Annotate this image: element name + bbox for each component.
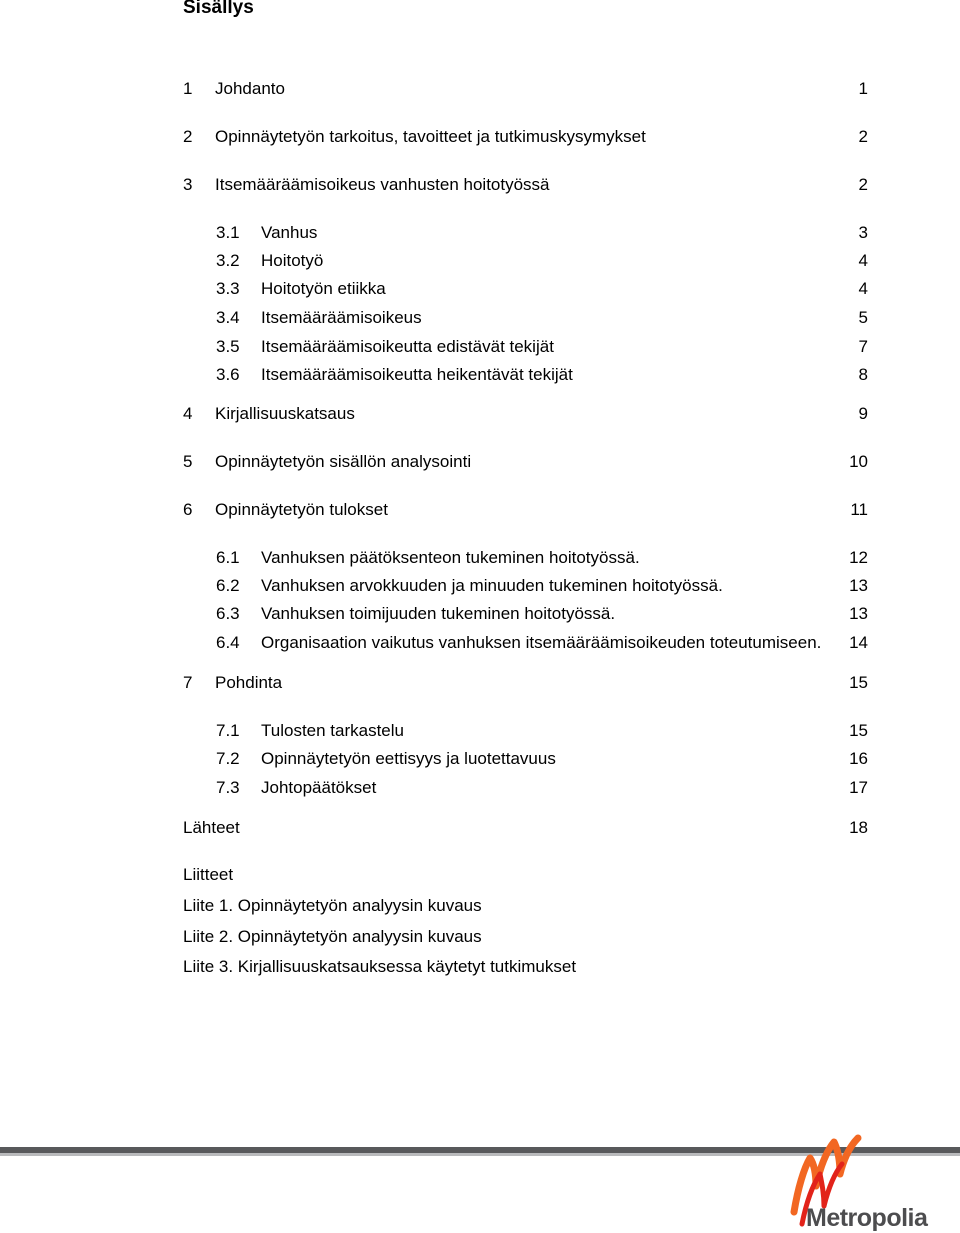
- toc-entry-3-2[interactable]: [183, 250, 868, 272]
- toc-page: 15: [849, 673, 868, 692]
- toc-title: Kirjallisuuskatsaus: [215, 404, 355, 423]
- toc-number: 3.5: [216, 337, 240, 356]
- toc-number: 6.2: [216, 576, 240, 595]
- toc-entry-4[interactable]: [183, 403, 868, 425]
- toc-entry-3[interactable]: [183, 174, 868, 196]
- toc-number: 3: [183, 175, 193, 194]
- toc-title: Vanhuksen päätöksenteon tukeminen hoitotyössä.: [261, 548, 640, 567]
- toc-title: Itsemääräämisoikeutta heikentävät tekijät: [261, 365, 573, 384]
- toc-entry-6[interactable]: [183, 499, 868, 521]
- toc-entry-2[interactable]: [183, 126, 868, 148]
- toc-page: 12: [849, 548, 868, 567]
- toc-page: 13: [849, 604, 868, 623]
- toc-entry-7[interactable]: [183, 672, 868, 694]
- toc-title: Opinnäytetyön tulokset: [215, 500, 388, 519]
- toc-title: Vanhuksen arvokkuuden ja minuuden tukeminen hoitotyössä.: [261, 576, 723, 595]
- toc-entry-7-2[interactable]: [183, 748, 868, 770]
- toc-entry-references[interactable]: [183, 817, 868, 839]
- attachment-item[interactable]: Liite 1. Opinnäytetyön analyysin kuvaus: [183, 896, 482, 915]
- toc-number: 3.3: [216, 279, 240, 298]
- toc-entry-6-2[interactable]: [183, 575, 868, 597]
- toc-title: Itsemääräämisoikeutta edistävät tekijät: [261, 337, 554, 356]
- toc-entry-5[interactable]: [183, 451, 868, 473]
- toc-title: Opinnäytetyön tarkoitus, tavoitteet ja tutkimuskysymykset: [215, 127, 646, 146]
- toc-title: Tulosten tarkastelu: [261, 721, 404, 740]
- toc-entry-3-6[interactable]: [183, 364, 868, 386]
- toc-number: 7.3: [216, 778, 240, 797]
- toc-page: 14: [849, 633, 868, 652]
- toc-page: 2: [858, 175, 868, 194]
- toc-number: 6.1: [216, 548, 240, 567]
- toc-number: 5: [183, 452, 193, 471]
- toc-title: Hoitotyö: [261, 251, 324, 270]
- toc-entry-7-3[interactable]: [183, 777, 868, 799]
- toc-page: 5: [858, 308, 868, 327]
- attachment-item[interactable]: Liite 3. Kirjallisuuskatsauksessa käytetyt tutkimukset: [183, 957, 577, 976]
- toc-title: Opinnäytetyön eettisyys ja luotettavuus: [261, 749, 556, 768]
- toc-entry-3-1[interactable]: [183, 222, 868, 244]
- toc-page: 15: [849, 721, 868, 740]
- toc-title: Hoitotyön etiikka: [261, 279, 386, 298]
- toc-title: Organisaation vaikutus vanhuksen itsemääräämisoikeuden toteutumiseen.: [261, 633, 822, 652]
- toc-entry-6-3[interactable]: [183, 603, 868, 625]
- toc-number: 3.6: [216, 365, 240, 384]
- toc-title: Vanhuksen toimijuuden tukeminen hoitotyössä.: [261, 604, 616, 623]
- toc-entry-3-4[interactable]: [183, 307, 868, 329]
- toc-number: 3.2: [216, 251, 240, 270]
- toc-page: 7: [858, 337, 868, 356]
- toc-title: Johdanto: [215, 79, 285, 98]
- toc-page: 18: [849, 818, 868, 837]
- toc-page: 9: [858, 404, 868, 423]
- toc-title: Itsemääräämisoikeus: [261, 308, 422, 327]
- toc-number: 1: [183, 79, 193, 98]
- toc-number: 3.1: [216, 223, 240, 242]
- toc-page: 16: [849, 749, 868, 768]
- toc-number: 2: [183, 127, 193, 146]
- toc-entry-3-5[interactable]: [183, 336, 868, 358]
- toc-title: Itsemääräämisoikeus vanhusten hoitotyössä: [215, 175, 550, 194]
- attachment-item[interactable]: Liite 2. Opinnäytetyön analyysin kuvaus: [183, 927, 482, 946]
- toc-entry-1[interactable]: [183, 78, 868, 100]
- toc-number: 3.4: [216, 308, 240, 327]
- toc-number: 6.3: [216, 604, 240, 623]
- toc-number: 4: [183, 404, 193, 423]
- toc-number: 6: [183, 500, 193, 519]
- toc-number: 7.1: [216, 721, 240, 740]
- toc-number: 7.2: [216, 749, 240, 768]
- attachments-heading: Liitteet: [183, 865, 234, 884]
- toc-entry-6-1[interactable]: [183, 547, 868, 569]
- toc-title: Opinnäytetyön sisällön analysointi: [215, 452, 472, 471]
- toc-page: 10: [849, 452, 868, 471]
- toc-page: 17: [849, 778, 868, 797]
- toc-page: 4: [858, 251, 868, 270]
- toc-entry-3-3[interactable]: [183, 278, 868, 300]
- toc-page: 2: [858, 127, 868, 146]
- toc-title: Johtopäätökset: [261, 778, 377, 797]
- toc-page: 4: [858, 279, 868, 298]
- toc-title: Lähteet: [183, 818, 240, 837]
- toc-number: 7: [183, 673, 193, 692]
- toc-title: Pohdinta: [215, 673, 283, 692]
- toc-page: 13: [849, 576, 868, 595]
- toc-entry-7-1[interactable]: [183, 720, 868, 742]
- metropolia-logo-text: Metropolia: [806, 1204, 928, 1232]
- toc-number: 6.4: [216, 633, 240, 652]
- toc-page: 11: [850, 500, 868, 519]
- toc-page: 1: [858, 79, 868, 98]
- toc-entry-6-4[interactable]: [183, 632, 868, 654]
- toc-page: 3: [858, 223, 868, 242]
- toc-page: 8: [858, 365, 868, 384]
- page-title: Sisällys: [183, 0, 254, 18]
- toc-title: Vanhus: [261, 223, 318, 242]
